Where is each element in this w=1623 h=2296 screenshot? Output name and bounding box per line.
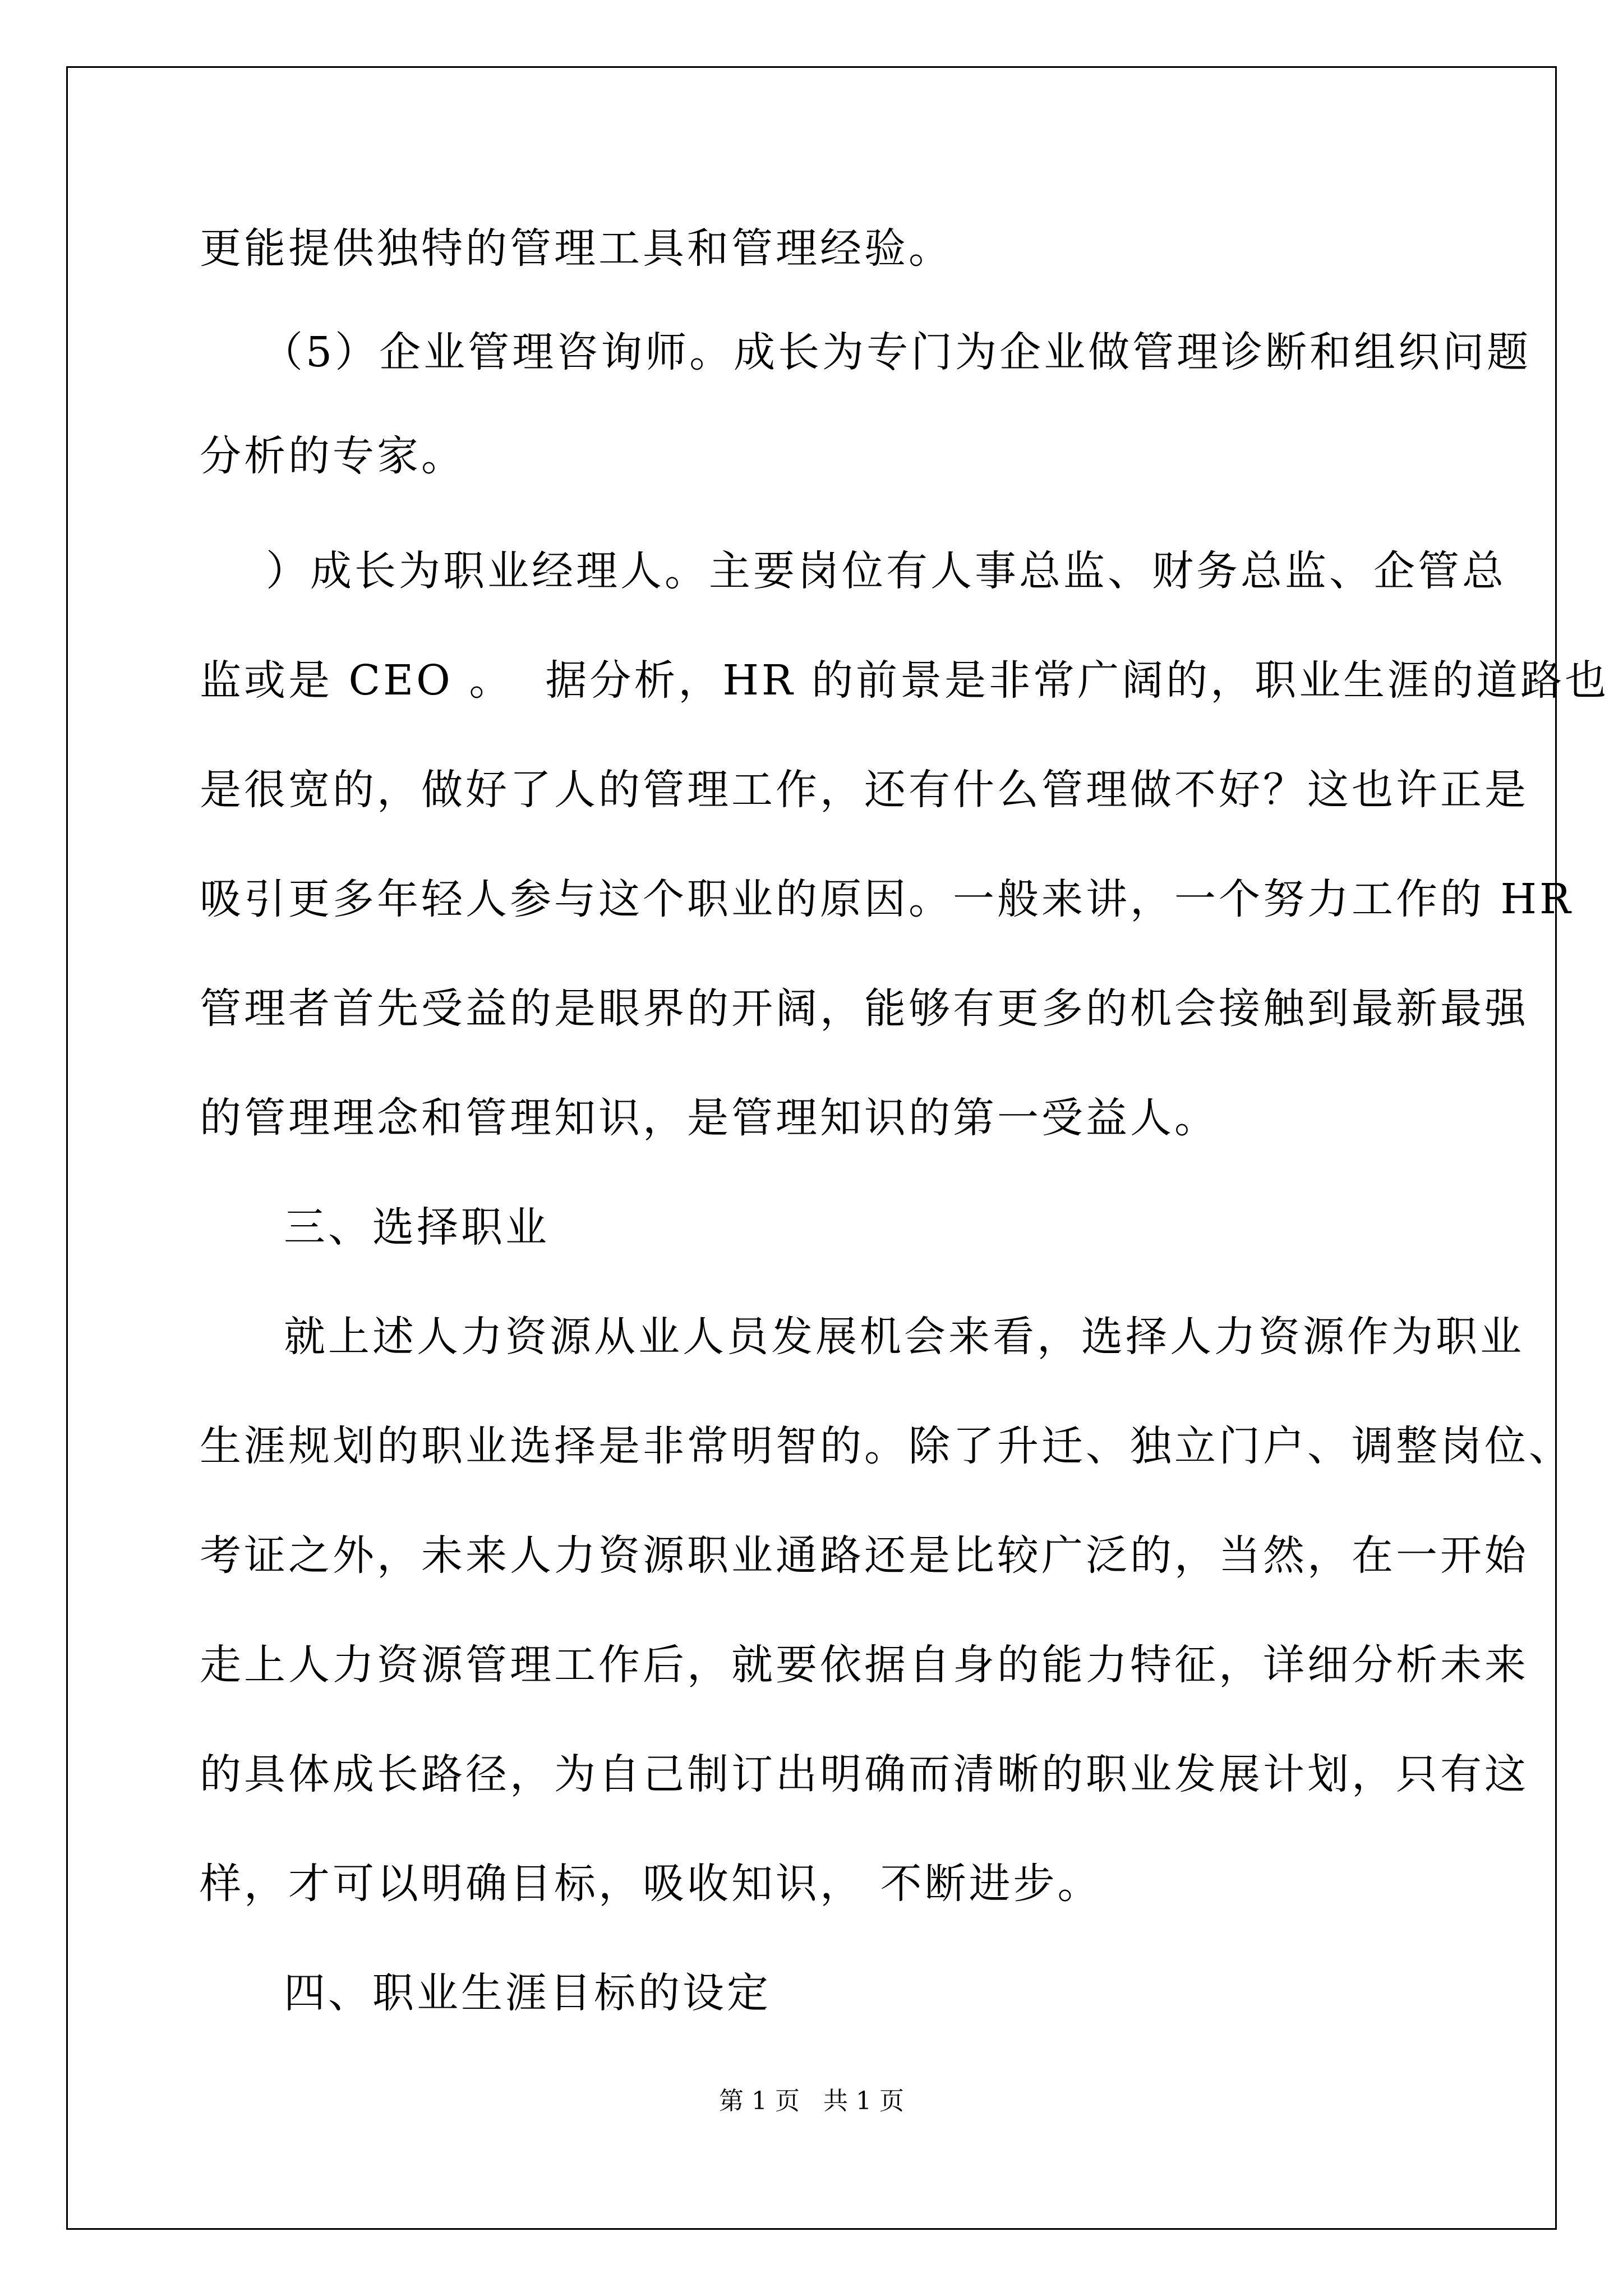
text-line-7: 吸引更多年轻人参与这个职业的原因。一般来讲，一个努力工作的 HR [200,875,1574,923]
text-line-6: 是很宽的，做好了人的管理工作，还有什么管理做不好？这也许正是 [200,766,1529,814]
text-line-11: 就上述人力资源从业人员发展机会来看，选择人力资源作为职业 [284,1313,1524,1361]
text-line-5: 监或是 CEO 。 据分析，HR 的前景是非常广阔的，职业生涯的道路也 [200,656,1610,705]
text-line-16: 样，才可以明确目标，吸收知识， 不断进步。 [200,1860,1102,1908]
text-line-3: 分析的专家。 [200,432,465,480]
text-line-1: 更能提供独特的管理工具和管理经验。 [200,224,953,273]
text-line-13: 考证之外，未来人力资源职业通路还是比较广泛的，当然，在一开始 [200,1531,1529,1580]
text-line-9: 的管理理念和管理知识，是管理知识的第一受益人。 [200,1094,1219,1142]
section-heading-3: 三、选择职业 [284,1203,550,1251]
text-line-14: 走上人力资源管理工作后，就要依据自身的能力特征，详细分析未来 [200,1641,1529,1689]
text-line-2: （5）企业管理咨询师。成长为专门为企业做管理诊断和组织问题 [261,328,1532,376]
section-heading-4: 四、职业生涯目标的设定 [284,1969,771,2017]
text-line-4: ）成长为职业经理人。主要岗位有人事总监、财务总监、企管总 [266,547,1506,595]
text-line-15: 的具体成长路径，为自己制订出明确而清晰的职业发展计划，只有这 [200,1750,1529,1798]
text-line-12: 生涯规划的职业选择是非常明智的。除了升迁、独立门户、调整岗位、 [200,1422,1573,1470]
page-number-footer: 第 1 页 共 1 页 [719,2087,904,2115]
text-line-8: 管理者首先受益的是眼界的开阔，能够有更多的机会接触到最新最强 [200,984,1529,1033]
